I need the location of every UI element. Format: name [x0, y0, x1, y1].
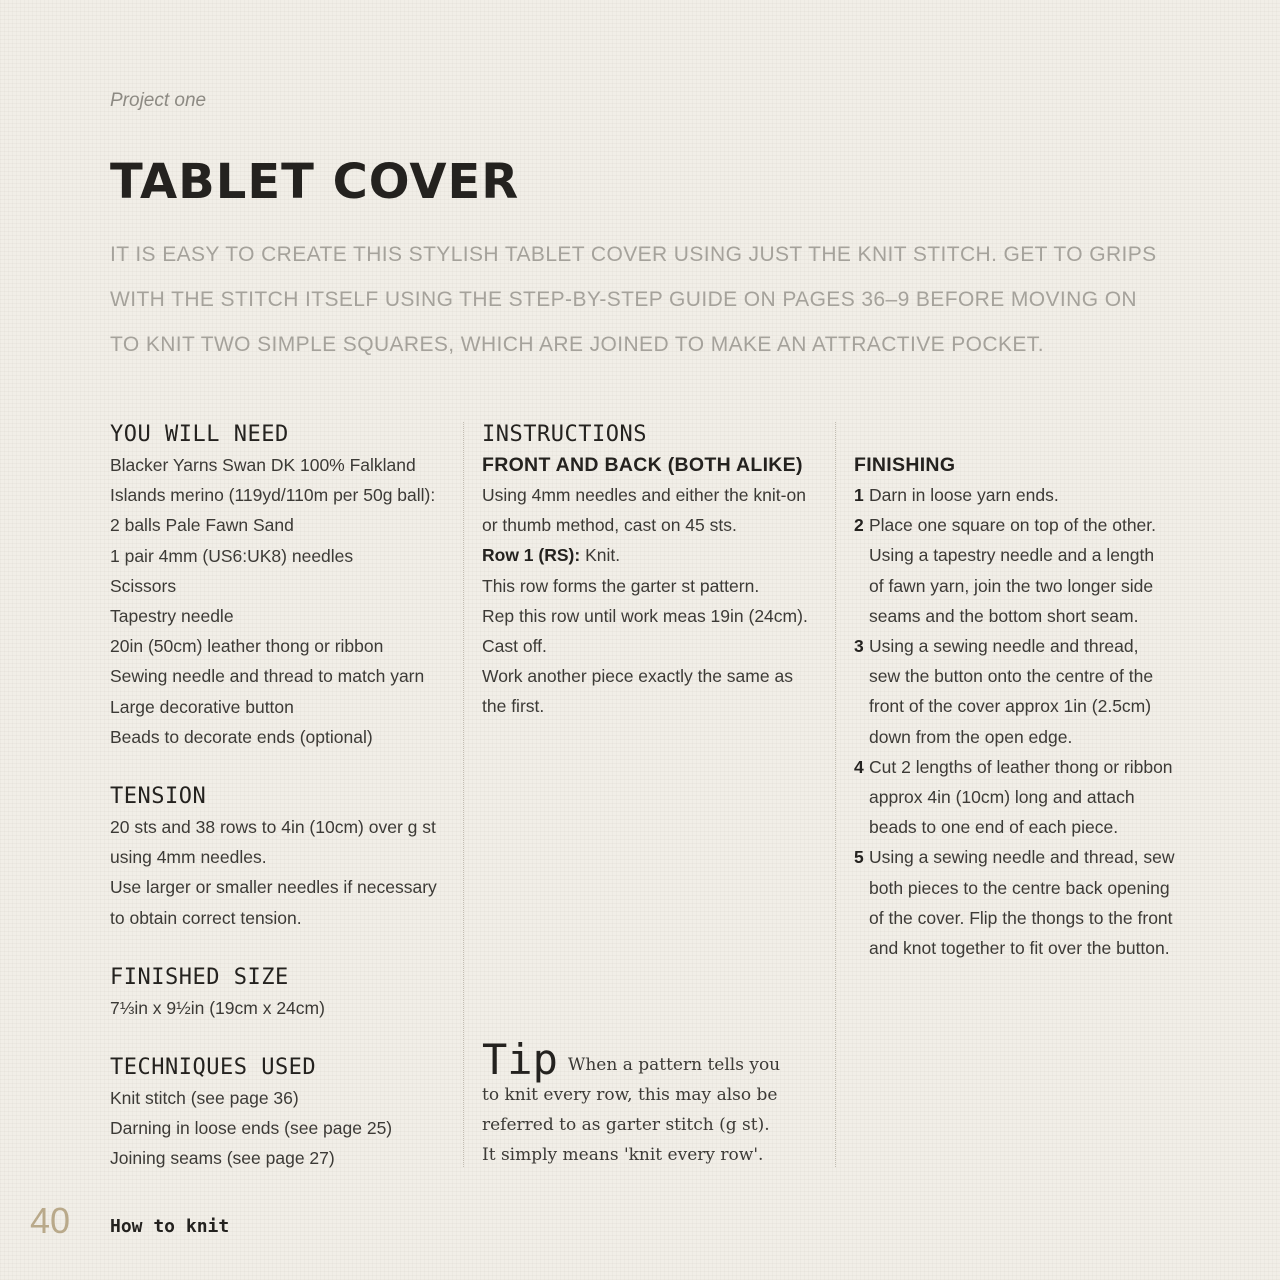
- step-line: and knot together to fit over the button.: [869, 938, 1170, 959]
- list-item: Beads to decorate ends (optional): [110, 726, 373, 747]
- materials-column: [110, 420, 450, 1174]
- step-line: Cut 2 lengths of leather thong or ribbon: [869, 756, 1173, 777]
- tension-line: to obtain correct tension.: [110, 907, 302, 928]
- list-item: Large decorative button: [110, 696, 294, 717]
- list-item: Blacker Yarns Swan DK 100% Falkland: [110, 455, 416, 475]
- tip-line: It simply means 'knit every row'.: [482, 1145, 764, 1165]
- tip-label: Tip: [482, 1035, 558, 1084]
- list-item: Knit stitch (see page 36): [110, 1088, 299, 1109]
- list-item: Islands merino (119yd/110m per 50g ball):: [110, 485, 436, 506]
- page-number: 40: [30, 1200, 71, 1241]
- instruction-line: Using 4mm needles and either the knit-on: [482, 485, 806, 505]
- tension-line: 20 sts and 38 rows to 4in (10cm) over g st: [110, 817, 436, 838]
- tension-heading: TENSION: [110, 784, 207, 810]
- finishing-step: [854, 480, 1199, 510]
- list-item: Darning in loose ends (see page 25): [110, 1118, 393, 1139]
- step-number: 2: [854, 515, 864, 536]
- step-line: approx 4in (10cm) long and attach: [869, 787, 1135, 808]
- techniques-heading: TECHNIQUES USED: [110, 1055, 317, 1081]
- row-text: Knit.: [580, 545, 621, 566]
- step-number: 4: [854, 756, 864, 777]
- step-line: Using a sewing needle and thread,: [869, 636, 1139, 657]
- instruction-line: the first.: [482, 696, 545, 717]
- tension-line: Use larger or smaller needles if necessary: [110, 877, 437, 898]
- list-item: 20in (50cm) leather thong or ribbon: [110, 636, 384, 657]
- step-line: Place one square on top of the other.: [869, 515, 1157, 536]
- step-number: 5: [854, 847, 864, 868]
- tip-line: When a pattern tells you: [567, 1055, 781, 1075]
- column-divider: [463, 422, 464, 1167]
- list-item: 1 pair 4mm (US6:UK8) needles: [110, 545, 354, 566]
- list-item: 2 balls Pale Fawn Sand: [110, 515, 294, 536]
- instructions-heading: INSTRUCTIONS: [482, 422, 647, 447]
- list-item: Scissors: [110, 575, 177, 596]
- you-will-need-heading: YOU WILL NEED: [110, 422, 289, 447]
- intro-line: IT IS EASY TO CREATE THIS STYLISH TABLET COVER USING JUST THE KNIT STITCH. GET TO GRIPS: [110, 243, 1157, 266]
- instruction-line: Work another piece exactly the same as: [482, 666, 793, 687]
- finishing-step: [854, 510, 1199, 631]
- intro-line: WITH THE STITCH ITSELF USING THE STEP-BY-STEP GUIDE ON PAGES 36–9 BEFORE MOVING ON: [110, 288, 1137, 311]
- tip-line: referred to as garter stitch (g st).: [482, 1115, 770, 1135]
- section-footer: How to knit: [110, 1216, 230, 1237]
- instruction-line: or thumb method, cast on 45 sts.: [482, 515, 737, 536]
- step-line: Darn in loose yarn ends.: [869, 485, 1059, 505]
- instruction-line: Cast off.: [482, 636, 547, 657]
- instruction-line: Rep this row until work meas 19in (24cm).: [482, 605, 808, 626]
- column-divider: [835, 422, 836, 1167]
- materials-list: [110, 450, 450, 752]
- tension-line: using 4mm needles.: [110, 847, 267, 868]
- list-item: Tapestry needle: [110, 606, 234, 627]
- step-line: Using a tapestry needle and a length: [869, 545, 1155, 566]
- intro-line: TO KNIT TWO SIMPLE SQUARES, WHICH ARE JOINED TO MAKE AN ATTRACTIVE POCKET.: [110, 333, 1044, 356]
- step-line: front of the cover approx 1in (2.5cm): [869, 696, 1152, 717]
- finishing-step: [854, 752, 1199, 843]
- page-title: TABLET COVER: [110, 154, 520, 210]
- step-line: beads to one end of each piece.: [869, 817, 1119, 838]
- tip-box: [482, 1035, 822, 1170]
- step-number: 3: [854, 636, 864, 657]
- step-number: 1: [854, 485, 864, 505]
- finishing-step: [854, 631, 1199, 752]
- step-line: of the cover. Flip the thongs to the front: [869, 907, 1173, 928]
- step-line: seams and the bottom short seam.: [869, 605, 1139, 626]
- finishing-step: [854, 842, 1199, 963]
- intro-paragraph: [110, 232, 1170, 367]
- front-and-back-heading: FRONT AND BACK (BOTH ALIKE): [482, 454, 803, 476]
- project-label: Project one: [110, 90, 207, 111]
- finishing-steps: [854, 480, 1199, 963]
- row-label: Row 1 (RS):: [482, 545, 581, 566]
- list-item: Sewing needle and thread to match yarn: [110, 666, 425, 687]
- tip-line: to knit every row, this may also be: [482, 1085, 778, 1105]
- instruction-line: This row forms the garter st pattern.: [482, 575, 760, 596]
- step-line: both pieces to the centre back opening: [869, 877, 1170, 898]
- step-line: sew the button onto the centre of the: [869, 666, 1154, 687]
- step-line: Using a sewing needle and thread, sew: [869, 847, 1175, 868]
- row-instruction: [482, 540, 827, 570]
- step-line: down from the open edge.: [869, 726, 1073, 747]
- list-item: Joining seams (see page 27): [110, 1148, 335, 1169]
- finished-size-value: 7⅓in x 9½in (19cm x 24cm): [110, 997, 325, 1018]
- instructions-column: [482, 420, 827, 722]
- step-line: of fawn yarn, join the two longer side: [869, 575, 1154, 596]
- finishing-heading: FINISHING: [854, 454, 956, 476]
- finished-size-heading: FINISHED SIZE: [110, 964, 289, 990]
- finishing-column: [854, 420, 1199, 963]
